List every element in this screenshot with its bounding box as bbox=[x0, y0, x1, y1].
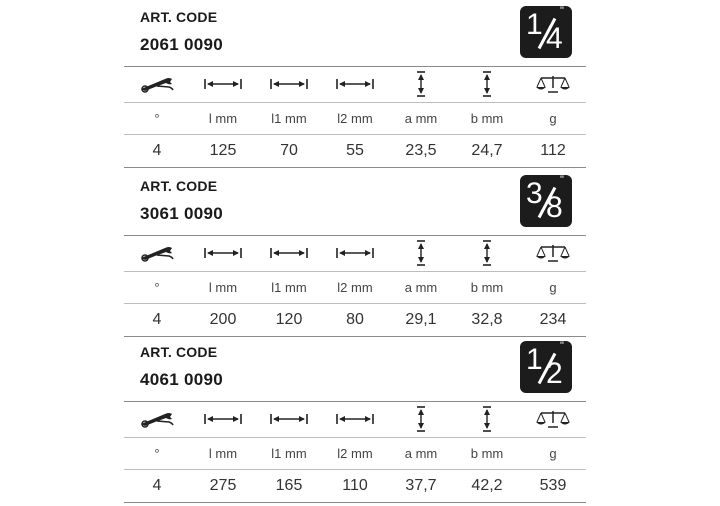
wrench-icon bbox=[124, 69, 190, 99]
table-rule bbox=[124, 66, 586, 67]
table-rule bbox=[124, 401, 586, 402]
value-cell: 32,8 bbox=[471, 311, 503, 328]
length-arrow-icon bbox=[322, 69, 388, 99]
balance-scale-icon bbox=[520, 238, 586, 268]
column-header: l2 mm bbox=[337, 445, 373, 461]
length-arrow-icon bbox=[256, 69, 322, 99]
table-rule bbox=[124, 502, 586, 503]
table-rule bbox=[124, 469, 586, 470]
column-header: l2 mm bbox=[337, 110, 373, 126]
art-code-value: 2061 0090 bbox=[140, 35, 224, 54]
length-arrow-icon bbox=[190, 238, 256, 268]
size-badge bbox=[520, 341, 572, 393]
column-header: l mm bbox=[208, 110, 238, 126]
column-header: l1 mm bbox=[271, 445, 307, 461]
art-code-label: ART. CODE bbox=[140, 9, 218, 25]
value-cell: 200 bbox=[209, 311, 237, 328]
column-header: ° bbox=[154, 279, 160, 295]
value-row bbox=[124, 471, 586, 501]
column-header: l mm bbox=[208, 445, 238, 461]
column-header: l mm bbox=[208, 279, 238, 295]
product-section bbox=[124, 341, 586, 506]
size-badge bbox=[520, 175, 572, 227]
length-arrow-icon bbox=[256, 238, 322, 268]
column-header: ° bbox=[154, 110, 160, 126]
height-arrow-icon bbox=[454, 404, 520, 434]
art-code-label: ART. CODE bbox=[140, 178, 218, 194]
column-header: ° bbox=[154, 445, 160, 461]
value-cell: 29,1 bbox=[405, 311, 437, 328]
column-header: a mm bbox=[404, 110, 438, 126]
value-cell: 23,5 bbox=[405, 142, 437, 159]
value-cell: 275 bbox=[209, 477, 237, 494]
icon-row bbox=[124, 69, 586, 99]
column-header: a mm bbox=[404, 279, 438, 295]
table-rule bbox=[124, 336, 586, 337]
table-rule bbox=[124, 303, 586, 304]
height-arrow-icon bbox=[388, 404, 454, 434]
value-cell: 165 bbox=[275, 477, 303, 494]
value-cell: 4 bbox=[152, 477, 162, 494]
wrench-icon bbox=[124, 404, 190, 434]
header-row bbox=[124, 438, 586, 468]
value-cell: 55 bbox=[346, 142, 364, 159]
column-header: g bbox=[549, 110, 557, 126]
height-arrow-icon bbox=[454, 238, 520, 268]
header-row bbox=[124, 272, 586, 302]
value-cell: 110 bbox=[342, 477, 368, 494]
column-header: l2 mm bbox=[337, 279, 373, 295]
value-cell: 539 bbox=[539, 477, 567, 494]
table-rule bbox=[124, 167, 586, 168]
column-header: b mm bbox=[470, 110, 504, 126]
table-rule bbox=[124, 134, 586, 135]
length-arrow-icon bbox=[322, 404, 388, 434]
length-arrow-icon bbox=[322, 238, 388, 268]
table-rule bbox=[124, 235, 586, 236]
height-arrow-icon bbox=[388, 69, 454, 99]
value-cell: 42,2 bbox=[471, 477, 503, 494]
value-cell: 24,7 bbox=[471, 142, 503, 159]
column-header: b mm bbox=[470, 279, 504, 295]
height-arrow-icon bbox=[388, 238, 454, 268]
value-cell: 70 bbox=[280, 142, 298, 159]
icon-row bbox=[124, 404, 586, 434]
length-arrow-icon bbox=[190, 404, 256, 434]
size-unit: " bbox=[560, 340, 564, 352]
height-arrow-icon bbox=[454, 69, 520, 99]
size-unit: " bbox=[560, 5, 564, 17]
size-numerator: 1 bbox=[526, 343, 543, 376]
art-code-value: 4061 0090 bbox=[140, 370, 224, 389]
product-section bbox=[124, 175, 586, 340]
art-code-value: 3061 0090 bbox=[140, 204, 224, 223]
column-header: l1 mm bbox=[271, 279, 307, 295]
value-cell: 80 bbox=[346, 311, 364, 328]
icon-row bbox=[124, 238, 586, 268]
value-cell: 4 bbox=[152, 142, 162, 159]
column-header: b mm bbox=[470, 445, 504, 461]
length-arrow-icon bbox=[190, 69, 256, 99]
value-cell: 120 bbox=[275, 311, 303, 328]
size-badge bbox=[520, 6, 572, 58]
product-section bbox=[124, 6, 586, 171]
balance-scale-icon bbox=[520, 404, 586, 434]
size-denominator: 4 bbox=[546, 22, 563, 55]
size-numerator: 1 bbox=[526, 8, 543, 41]
length-arrow-icon bbox=[256, 404, 322, 434]
art-code-label: ART. CODE bbox=[140, 344, 218, 360]
value-cell: 112 bbox=[540, 142, 566, 159]
value-cell: 234 bbox=[539, 311, 567, 328]
value-row bbox=[124, 136, 586, 166]
wrench-icon bbox=[124, 238, 190, 268]
size-numerator: 3 bbox=[526, 177, 543, 210]
value-row bbox=[124, 305, 586, 335]
column-header: l1 mm bbox=[271, 110, 307, 126]
value-cell: 125 bbox=[209, 142, 237, 159]
value-cell: 37,7 bbox=[405, 477, 437, 494]
balance-scale-icon bbox=[520, 69, 586, 99]
size-denominator: 8 bbox=[546, 191, 563, 224]
column-header: g bbox=[549, 445, 557, 461]
value-cell: 4 bbox=[152, 311, 162, 328]
header-row bbox=[124, 103, 586, 133]
column-header: a mm bbox=[404, 445, 438, 461]
column-header: g bbox=[549, 279, 557, 295]
size-unit: " bbox=[560, 174, 564, 186]
size-denominator: 2 bbox=[546, 357, 563, 390]
